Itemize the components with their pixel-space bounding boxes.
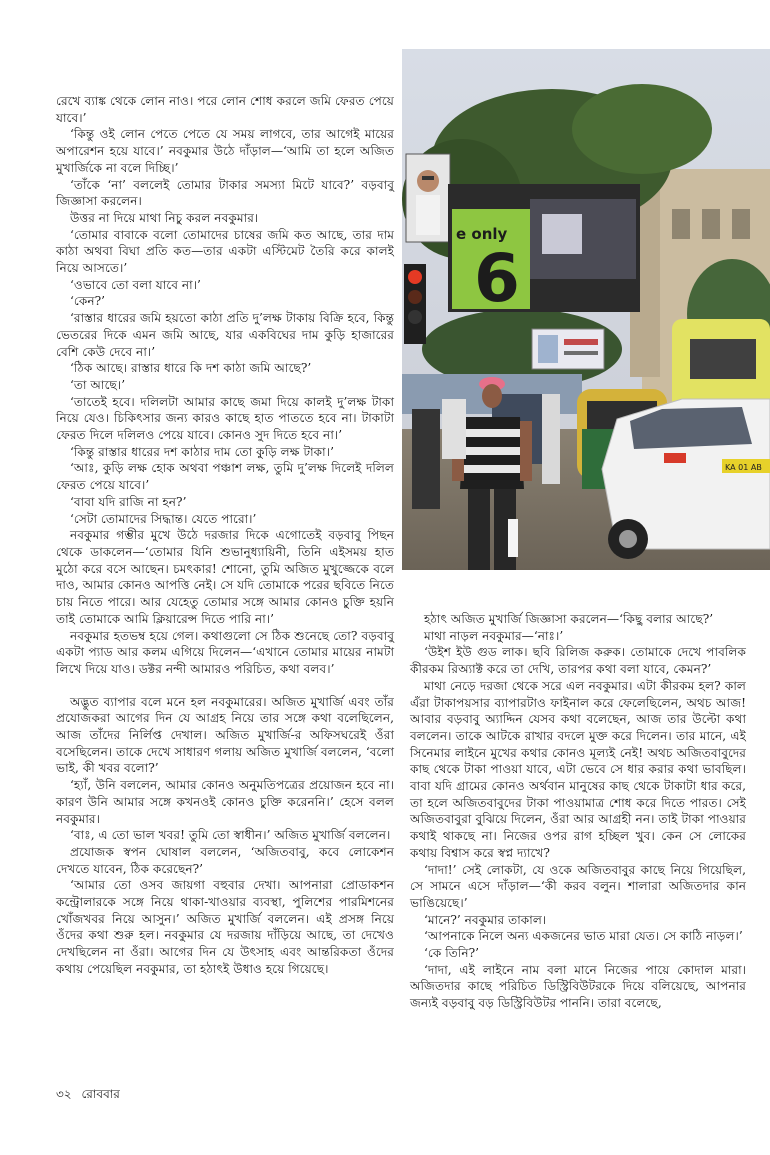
paragraph: ‘মানে?’ নবকুমার তাকাল।	[424, 912, 547, 927]
paragraph: ‘ঠিক আছে। রাস্তার ধারে কি দশ কাঠা জমি আছে?’	[70, 361, 312, 376]
paragraph: ‘কে তিনি?’	[424, 946, 480, 961]
billboard-text: e only	[456, 225, 508, 243]
paragraph: উত্তর না দিয়ে মাথা নিচু করল নবকুমার।	[70, 210, 259, 225]
paragraph: ‘আপনাকে নিলে অন্য একজনের ভাত মারা যেত। সে কাঠি নাড়ল।’	[424, 929, 743, 944]
paragraph: ‘আমার তো ওসব জায়গা বহুবার দেখা। আপনারা প্রোডাকশন কন্ট্রোলারকে সঙ্গে নিয়ে থাকা-খাওয়ার ব্যবস্থা, পুলিশের পারমিশনের খোঁজখবর নিয়ে আসুন।’ অজিত মুখার্জি বললেন। এই প্রসঙ্গ নিয়ে ওঁদের কথা শুরু হল। নবকুমার যে দরজায় দাঁড়িয়ে আছে, তা দেখেও দেখছিলেন না ওঁরা। আগের দিন যে উৎসাহ এবং আন্তরিকতা ওঁদের কথায় পেয়েছিল নবকুমার, তা হঠাৎই উধাও হয়ে গিয়েছে।	[56, 878, 394, 976]
paragraph: ‘তাতেই হবে। দলিলটা আমার কাছে জমা দিয়ে কালই দু’লক্ষ টাকা নিয়ে যেও। চিকিৎসার জন্য কারও কাছে হাত পাততে হবে না। টাকাটা ফেরত দিলে দলিলও পেয়ে যাবে। কোনও সুদ দিতে হবে না।’	[56, 394, 394, 443]
paragraph: ‘দাদা, এই লাইনে নাম বলা মানে নিজের পায়ে কোদাল মারা। অজিতদার কাছে পরিচিত ডিস্ট্রিবিউটরকে দিয়ে বলিয়েছে, আপনার জন্যই বড়বাবু বড় ডিস্ট্রিবিউটর পাননি। তারা বলেছে,	[410, 962, 746, 1011]
paragraph: ‘তাঁকে ‘না’ বললেই তোমার টাকার সমস্যা মিটে যাবে?’ বড়বাবু জিজ্ঞাসা করলেন।	[56, 177, 394, 209]
left-text-column	[56, 93, 394, 978]
page-footer	[56, 1086, 120, 1106]
paragraph: নবকুমার হতভম্ব হয়ে গেল। কথাগুলো সে ঠিক শুনেছে তো? বড়বাবু একটা প্যাড আর কলম এগিয়ে দিলেন—‘এখানে তোমার মায়ের নামটা লিখে দিয়ে যাও। ডক্টর নন্দী আমারও পরিচিত, কথা বলব।’	[56, 628, 394, 676]
paragraph: ‘কিন্তু রাস্তার ধারের দশ কাঠার দাম তো কুড়ি লক্ষ টাকা।’	[70, 444, 334, 459]
paragraph: ‘আঃ, কুড়ি লক্ষ হোক অথবা পঞ্চাশ লক্ষ, তুমি দু’লক্ষ দিলেই দলিল ফেরত পেয়ে যাবে।’	[56, 461, 394, 493]
magazine-name: রোববার	[81, 1087, 120, 1101]
traffic-signal	[404, 264, 426, 344]
paragraph: হঠাৎ অজিত মুখার্জি জিজ্ঞাসা করলেন—‘কিছু বলার আছে?’	[424, 612, 714, 626]
paragraph: ‘ওভাবে তো বলা যাবে না।’	[70, 277, 201, 292]
paragraph: ‘তা আছে।’	[70, 377, 126, 392]
paragraph: ‘কেন?’	[70, 294, 106, 309]
paragraph: ‘দাদা!’ সেই লোকটা, যে ওকে অজিতবাবুর কাছে নিয়ে গিয়েছিল, সে সামনে এসে দাঁড়াল—‘কী করব বলুন। শালারা অজিতদার কান ভাঙিয়েছে।’	[410, 862, 746, 910]
paragraph: নবকুমার গম্ভীর মুখে উঠে দরজার দিকে এগোতেই বড়বাবু পিছন থেকে ডাকলেন—‘তোমার যিনি শুভানুধ্যায়িনী, তিনি এইসময় হাত মুঠো করে বসে আছেন। চমৎকার! শোনো, তুমি অজিত মুখুজ্জেকে বলে দাও, আমার কোনও আপত্তি নেই। সে যদি তোমাকে পরের ছবিতে নিতে চায় নিতে পারে। আর যেহেতু তোমার সঙ্গে আমার কোনও চুক্তি হয়নি তাই তোমাকে আমি ক্লিয়ারেন্স দিতে পারি না।’	[56, 528, 394, 626]
paragraph: ‘তোমার বাবাকে বলো তোমাদের চাষের জমি কত আছে, তার দাম কাঠা অথবা বিঘা প্রতি কত—তার একটা এস্টিমেট তৈরি করে কালই নিয়ে আসতে।’	[56, 227, 394, 276]
paragraph: ‘বাবা যদি রাজি না হন?’	[70, 494, 187, 509]
paragraph: রেখে ব্যাঙ্ক থেকে লোন নাও। পরে লোন শোধ করলে জমি ফেরত পেয়ে যাবে।’	[56, 94, 394, 125]
billboard-number: 6	[474, 240, 520, 317]
advertisement-billboard	[448, 184, 640, 317]
paragraph: প্রযোজক স্বপন ঘোষাল বললেন, ‘অজিতবাবু, কবে লোকেশন দেখতে যাবেন, ঠিক করেছেন?’	[56, 844, 394, 876]
paragraph: ‘সেটা তোমাদের সিদ্ধান্ত। যেতে পারো।’	[70, 511, 257, 526]
page-number: ৩২	[56, 1087, 72, 1101]
right-text-column	[410, 611, 746, 1012]
license-plate: KA 01 AB	[725, 463, 762, 472]
paragraph: ‘উইশ ইউ গুড লাক। ছবি রিলিজ করুক। তোমাকে দেখে পাবলিক কীরকম রিঅ্যাক্ট করে তা দেখি, তারপর কথা বলা যাবে, কেমন?’	[410, 645, 746, 677]
white-car	[602, 399, 770, 559]
paragraph: ‘কিন্তু ওই লোন পেতে পেতে যে সময় লাগবে, তার আগেই মায়ের অপারেশন হয়ে যাবে।’ নবকুমার উঠে দাঁড়াল—‘আমি তা হলে অজিত মুখার্জিকে না বলে দিচ্ছি।’	[56, 127, 394, 175]
portrait-billboard	[406, 154, 450, 242]
shop-signboard	[532, 329, 604, 369]
paragraph: ‘বাঃ, এ তো ভাল খবর! তুমি তো স্বাধীন।’ অজিত মুখার্জি বললেন।	[70, 828, 391, 843]
paragraph: মাথা নাড়ল নবকুমার—‘নাঃ।’	[424, 628, 564, 643]
paragraph: ‘রাস্তার ধারের জমি হয়তো কাঠা প্রতি দু’লক্ষ টাকায় বিক্রি হবে, কিন্তু ভেতরের দিকে এমন জমি আছে, যার একবিঘের দাম কুড়ি হাজারের বেশি কেউ দেবে না।’	[56, 311, 394, 359]
paragraph: অদ্ভুত ব্যাপার বলে মনে হল নবকুমারের। অজিত মুখার্জি এবং তাঁর প্রযোজকরা আগের দিন যে আগ্রহ নিয়ে তার সঙ্গে কথা বলেছিলেন, আজ তাঁদের নির্লিপ্ত দেখাল। অজিত মুখার্জি-র অফিসঘরেই ওঁরা বসেছিলেন। তাকে দেখে সাধারণ গলায় অজিত মুখার্জি বললেন, ‘বলো ভাই, কী খবর বলো?’	[56, 694, 394, 776]
paragraph: ‘হ্যাঁ, উনি বললেন, আমার কোনও অনুমতিপত্রের প্রয়োজন হবে না। কারণ উনি আমার সঙ্গে কখনওই কোনও চুক্তি করেননি।’ হেসে বলল নবকুমার।	[56, 778, 394, 826]
paragraph: মাথা নেড়ে দরজা থেকে সরে এল নবকুমার। এটা কীরকম হল? কাল এঁরা টাকাপয়সার ব্যাপারটাও ফাইনাল করে ফেলেছিলেন, অথচ আজ! আবার বড়বাবু অ্যাদ্দিন যেসব কথা বলেছেন, আজ তার উল্টো কথা বললেন। তাকে আটকে রাখার বদলে মুক্ত করে দিলেন। তার মানে, এই সিনেমার লাইনে মুখের কথার কোনও মূল্যই নেই! অথচ অজিতবাবুদের কাছ থেকে টাকা পাওয়া যাবে, এটা ভেবে সে ধার করার কথা ভাবছিল। বাবা যদি গ্রামের কোনও অর্থবান মানুষের কাছ থেকে টাকাটা ধার করে, তা হলে অজিতবাবুদের টাকা পাওয়ামাত্র শোধ করে দিতে পারত। সেই অজিতবাবুরা বুঝিয়ে দিলেন, ওঁরা আর আগ্রহী নন। তাই টাকা পাওয়ার কথাই থাকছে না। নিজের ওপর রাগ হচ্ছিল খুব। কেন সে লোকের কথায় বিশ্বাস করে স্বপ্ন দ্যাখে?	[410, 678, 746, 860]
street-photo	[402, 49, 770, 570]
